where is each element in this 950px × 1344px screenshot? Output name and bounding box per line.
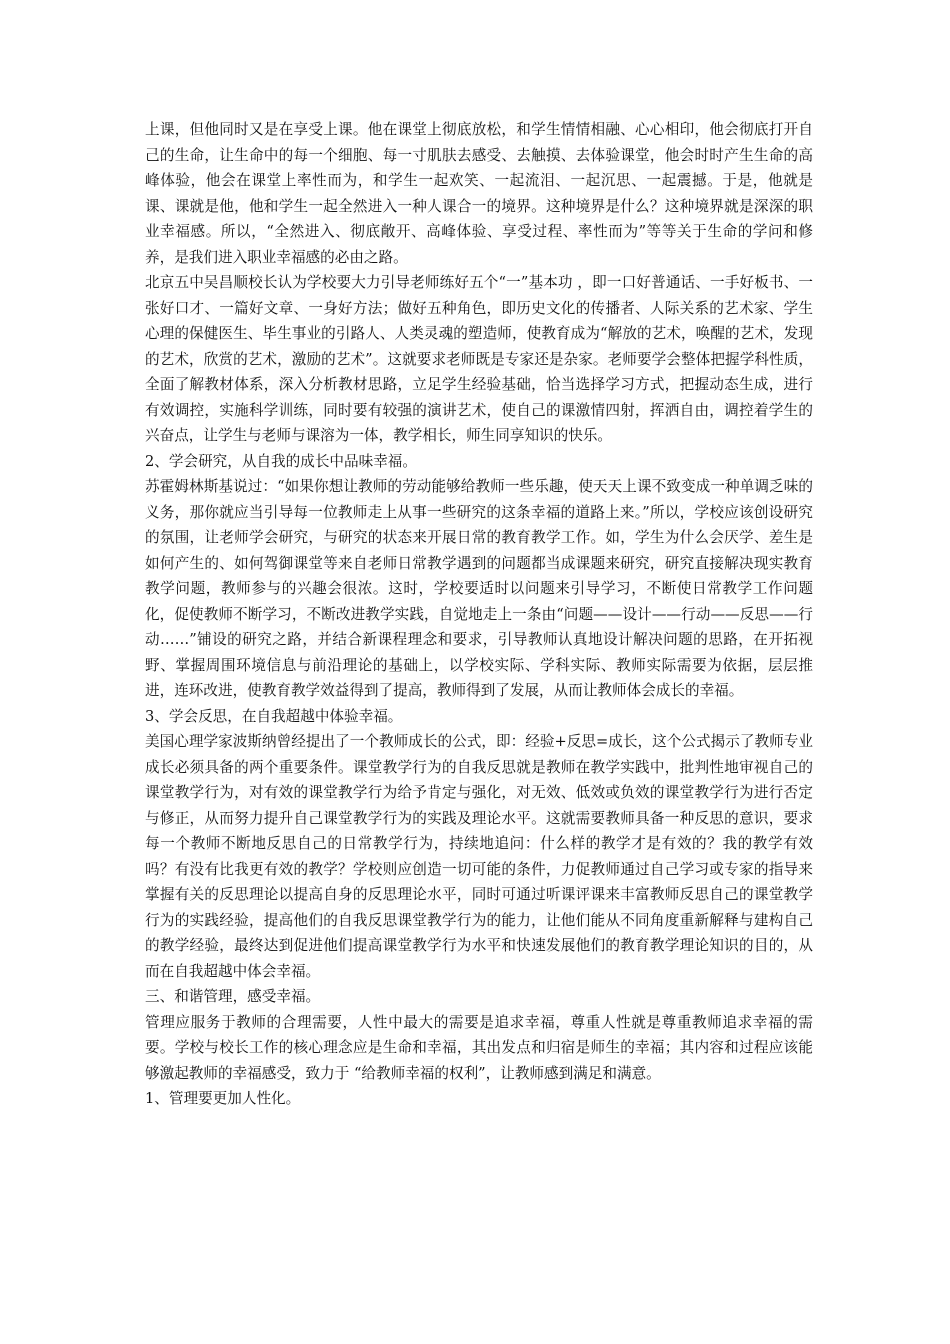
heading-learn-reflect: 3、学会反思，在自我超越中体验幸福。 [145, 707, 403, 725]
heading-humanized-management: 1、管理要更加人性化。 [145, 1090, 301, 1107]
heading-learn-research: 2、学会研究，从自我的成长中品味幸福。 [145, 452, 417, 470]
heading-harmonious-management: 三、和谐管理，感受幸福。 [145, 988, 321, 1005]
document-body [145, 117, 813, 1112]
paragraph-management: 管理应服务于教师的合理需要，人性中最大的需要是追求幸福，尊重人性就是尊重教师追求幸福的需要。学校与校长工作的核心理念应是生命和幸福，其出发点和归宿是师生的幸福；其内容和过程应该能够激起教师的幸福感受，致力于 “给教师幸福的权利”，让教师感到满足和满意。 [145, 1013, 813, 1082]
paragraph-classroom-immersion: 上课，但他同时又是在享受上课。他在课堂上彻底放松，和学生情情相融、心心相印，他会彻底打开自己的生命，让生命中的每一个细胞、每一寸肌肤去感受、去触摸、去体验课堂，他会时时产生生命的高峰体验，他会在课堂上率性而为，和学生一起欢笑、一起流泪、一起沉思、一起震撼。于是，他就是课、课就是他，他和学生一起全然进入一种人课合一的境界。这种境界是什么？这种境界就是深深的职业幸福感。所以，“全然进入、彻底敞开、高峰体验、享受过程、率性而为”等等关于生命的学问和修养，是我们进入职业幸福感的必由之路。 [145, 121, 813, 266]
paragraph-reflection: 美国心理学家波斯纳曾经提出了一个教师成长的公式，即：经验+反思=成长，这个公式揭示了教师专业成长必须具备的两个重要条件。课堂教学行为的自我反思就是教师在教学实践中，批判性地审视自己的课堂教学行为，对有效的课堂教学行为给予肯定与强化，对无效、低效或负效的课堂教学行为进行否定与修正，从而努力提升自己课堂教学行为的实践及理论水平。这就需要教师具备一种反思的意识，要求每一个教师不断地反思自己的日常教学行为，持续地追问：什么样的教学才是有效的？我的教学有效吗？有没有比我更有效的教学？学校则应创造一切可能的条件，力促教师通过自己学习或专家的指导来掌握有关的反思理论以提高自身的反思理论水平，同时可通过听课评课来丰富教师反思自己的课堂教学行为的实践经验，提高他们的自我反思课堂教学行为的能力，让他们能从不同角度重新解释与建构自己的教学经验，最终达到促进他们提高课堂教学行为水平和快速发展他们的教育教学理论知识的目的，从而在自我超越中体会幸福。 [145, 733, 813, 980]
paragraph-five-basics: 北京五中吴昌顺校长认为学校要大力引导老师练好五个“一”基本功 ，即一口好普通话、一手好板书、一张好口才、一篇好文章、一身好方法；做好五种角色，即历史文化的传播者、人际关系的艺术家、学生心理的保健医生、毕生事业的引路人、人类灵魂的塑造师，使教育成为“解放的艺术，唤醒的艺术，发现的艺术，欣赏的艺术，激励的艺术”。这就要求老师既是专家还是杂家。老师要学会整体把握学科性质，全面了解教材体系，深入分析教材思路，立足学生经验基础，恰当选择学习方式，把握动态生成，进行有效调控，实施科学训练，同时要有较强的演讲艺术，使自己的课激情四射，挥洒自由，调控着学生的兴奋点，让学生与老师与课溶为一体，教学相长，师生同享知识的快乐。 [145, 274, 813, 444]
paragraph-research: 苏霍姆林斯基说过：“如果你想让教师的劳动能够给教师一些乐趣，使天天上课不致变成一种单调乏味的义务，那你就应当引导每一位教师走上从事一些研究的这条幸福的道路上来。”所以，学校应该创设研究的氛围，让老师学会研究，与研究的状态来开展日常的教育教学工作。如，学生为什么会厌学、差生是如何产生的、如何驾御课堂等来自老师日常教学遇到的问题都当成课题来研究，研究直接解决现实教育教学问题，教师参与的兴趣会很浓。这时，学校要适时以问题来引导学习，不断使日常教学工作问题化，促使教师不断学习，不断改进教学实践，自觉地走上一条由“问题——设计——行动——反思——行动……”铺设的研究之路，并结合新课程理念和要求，引导教师认真地设计解决问题的思路，在开拓视野、掌握周围环境信息与前沿理论的基础上，以学校实际、学科实际、教师实际需要为依据，层层推进，连环改进，使教育教学效益得到了提高，教师得到了发展，从而让教师体会成长的幸福。 [145, 478, 813, 699]
